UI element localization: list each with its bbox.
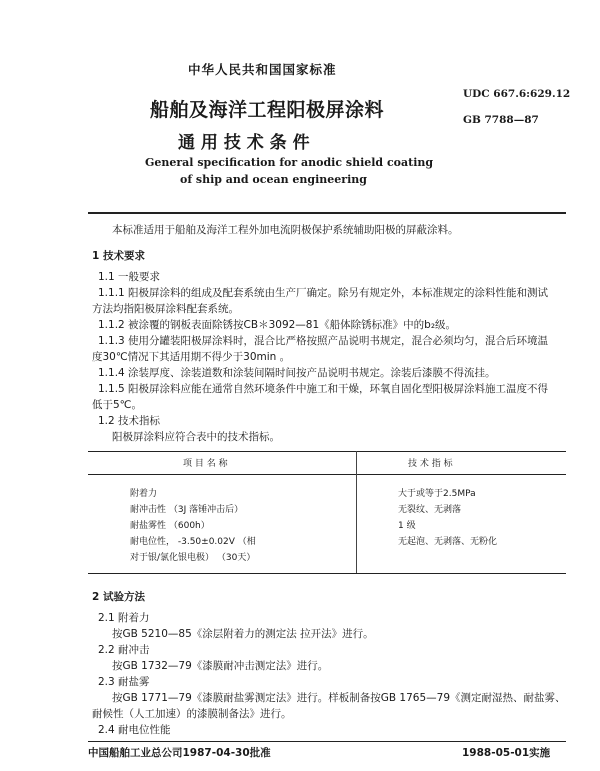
clause-1-1-5-a: 1.1.5 阳极屏涂料应能在通常自然环境条件中施工和干燥，环氧自固化型阳极屏涂料施工温度不得 bbox=[98, 383, 549, 395]
table-row: 耐冲击性 （3J 落锤冲击后） bbox=[130, 505, 244, 515]
table-column-divider bbox=[356, 451, 357, 573]
clause-1-2: 1.2 技术指标 bbox=[98, 415, 161, 427]
clause-2-3-text-b: 耐候性（人工加速）的漆膜制备法》进行。 bbox=[92, 708, 292, 720]
national-standard-label: 中华人民共和国国家标准 bbox=[188, 62, 337, 77]
clause-2-4: 2.4 耐电位性能 bbox=[98, 724, 171, 736]
gb-number: GB 7788—87 bbox=[463, 114, 539, 126]
clause-1-1-5-b: 低于5℃。 bbox=[92, 399, 142, 411]
table-cell-spec: 大于或等于2.5MPa bbox=[398, 489, 476, 499]
udc-code: UDC 667.6:629.12 bbox=[463, 88, 571, 100]
table-cell-spec: 1 级 bbox=[398, 521, 416, 531]
page-title-zh-line1: 船舶及海洋工程阳极屏涂料 bbox=[150, 99, 385, 121]
table-header-item: 项 目 名 称 bbox=[183, 459, 228, 469]
clause-2-1: 2.1 附着力 bbox=[98, 612, 150, 624]
section-2-heading: 2 试验方法 bbox=[92, 591, 145, 603]
table-header-rule bbox=[88, 474, 566, 475]
table-row: 耐盐雾性 （600h） bbox=[130, 521, 210, 531]
page-title-en-line2: of ship and ocean engineering bbox=[180, 173, 367, 186]
clause-2-2: 2.2 耐冲击 bbox=[98, 644, 150, 656]
table-cell-spec: 无裂纹、无剥落 bbox=[398, 505, 462, 515]
table-row: 对于银/氯化银电极） （30天） bbox=[130, 553, 256, 563]
title-divider bbox=[88, 212, 566, 214]
approval-date: 中国船舶工业总公司1987-04-30批准 bbox=[88, 747, 271, 759]
table-row: 附着力 bbox=[130, 489, 158, 499]
clause-1-1-1-b: 方法均指阳极屏涂料配套系统。 bbox=[92, 303, 239, 315]
table-cell-spec: 无起泡、无剥落、无粉化 bbox=[398, 537, 498, 547]
clause-1-1-4: 1.1.4 涂装厚度、涂装道数和涂装间隔时间按产品说明书规定。涂装后漆膜不得流挂。 bbox=[98, 367, 496, 379]
table-top-rule bbox=[88, 451, 566, 452]
scope-text: 本标准适用于船舶及海洋工程外加电流阴极保护系统辅助阳极的屏蔽涂料。 bbox=[112, 224, 459, 236]
clause-1-1-3-a: 1.1.3 使用分罐装阳极屏涂料时，混合比严格按照产品说明书规定，混合必须均匀，混合后环境温 bbox=[98, 335, 549, 347]
clause-1-1-1-a: 1.1.1 阳极屏涂料的组成及配套系统由生产厂确定。除另有规定外，本标准规定的涂料性能和测试 bbox=[98, 287, 549, 299]
clause-1-1-2: 1.1.2 被涂覆的钢板表面除锈按CB＊3092—81《船体除锈标准》中的b₂级。 bbox=[98, 319, 457, 331]
page-title-zh-line2: 通 用 技 术 条 件 bbox=[178, 133, 310, 153]
clause-2-3-text-a: 按GB 1771—79《漆膜耐盐雾测定法》进行。样板制备按GB 1765—79《测定耐湿热、耐盐雾、 bbox=[112, 692, 566, 704]
clause-1-1: 1.1 一般要求 bbox=[98, 271, 161, 283]
page-title-en-line1: General specification for anodic shield coating bbox=[145, 156, 434, 169]
clause-2-1-text: 按GB 5210—85《涂层附着力的测定法 拉开法》进行。 bbox=[112, 628, 374, 640]
implementation-date: 1988-05-01实施 bbox=[462, 747, 551, 759]
clause-2-3: 2.3 耐盐雾 bbox=[98, 676, 150, 688]
table-bottom-rule bbox=[88, 573, 566, 574]
table-header-spec: 技 术 指 标 bbox=[408, 459, 453, 469]
clause-2-2-text: 按GB 1732—79《漆膜耐冲击测定法》进行。 bbox=[112, 660, 329, 672]
clause-1-2-text: 阳极屏涂料应符合表中的技术指标。 bbox=[112, 431, 280, 443]
clause-1-1-3-b: 度30℃情况下其适用期不得少于30min 。 bbox=[92, 351, 291, 363]
section-1-heading: 1 技术要求 bbox=[92, 250, 145, 262]
footer-rule bbox=[88, 741, 566, 742]
table-row: 耐电位性， -3.50±0.02V （相 bbox=[130, 537, 256, 547]
